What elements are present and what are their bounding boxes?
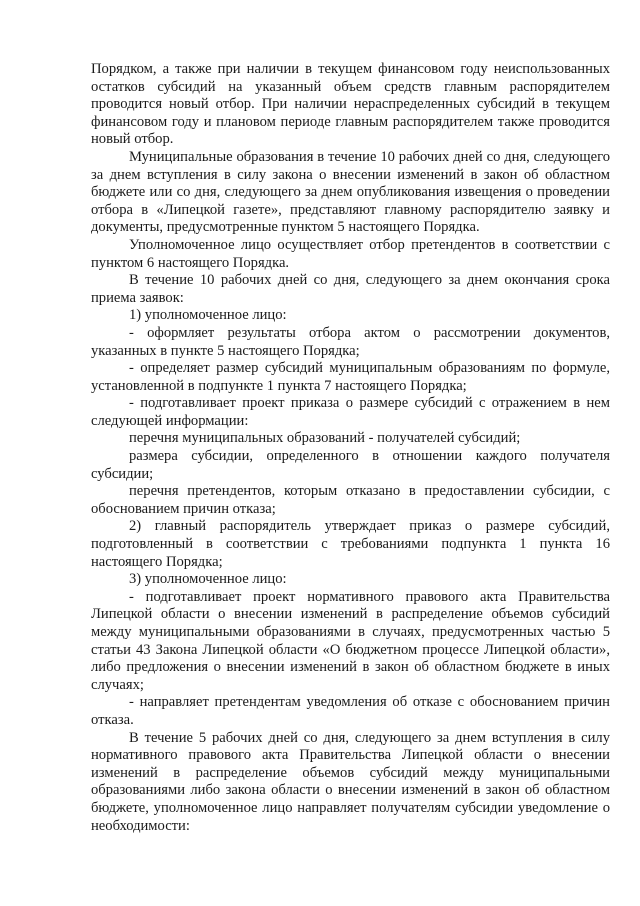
paragraph: - направляет претендентам уведомления об отказе с обоснованием причин отказа. — [91, 694, 610, 728]
paragraph: Порядком, а также при наличии в текущем финансовом году неиспользованных остатков субсидий на указанный объем средств главным распорядителем проводится новый отбор. При наличии нераспределенных субсидий в текущем финансовом году и плановом периоде главным распорядителем также проводится новый отбор. — [91, 61, 610, 148]
paragraph: - подготавливает проект приказа о размере субсидий с отражением в нем следующей информации: — [91, 395, 610, 429]
paragraph: 3) уполномоченное лицо: — [129, 571, 287, 588]
paragraph: В течение 5 рабочих дней со дня, следующего за днем вступления в силу нормативного правового акта Правительства Липецкой области о внесении изменений в распределение объемов субсидий между муниципальными образованиями либо закона области о внесении изменений в закон об областном бюджете, уполномоченное лицо направляет получателям субсидии уведомление о необходимости: — [91, 729, 610, 834]
paragraph: В течение 10 рабочих дней со дня, следующего за днем окончания срока приема заявок: — [91, 272, 610, 306]
paragraph: Уполномоченное лицо осуществляет отбор претендентов в соответствии с пунктом 6 настоящего Порядка. — [91, 236, 610, 271]
paragraph: 1) уполномоченное лицо: — [129, 307, 287, 324]
paragraph: 2) главный распорядитель утверждает приказ о размере субсидий, подготовленный в соответствии с требованиями подпункта 1 пункта 16 настоящего Порядка; — [91, 518, 610, 570]
paragraph: - определяет размер субсидий муниципальным образованиям по формуле, установленной в подпункте 1 пункта 7 настоящего Порядка; — [91, 360, 610, 394]
paragraph: - оформляет результаты отбора актом о рассмотрении документов, указанных в пункте 5 настоящего Порядка; — [91, 324, 610, 359]
paragraph: размера субсидии, определенного в отношении каждого получателя субсидии; — [91, 448, 610, 482]
document-page — [91, 61, 610, 835]
paragraph: перечня муниципальных образований - получателей субсидий; — [129, 430, 521, 447]
paragraph: Муниципальные образования в течение 10 рабочих дней со дня, следующего за днем вступления в силу закона о внесении изменений в закон об областном бюджете или со дня, следующего за днем опубликования извещения о проведении отбора в «Липецкой газете», представляют главному распорядителю заявку и документы, предусмотренные пунктом 5 настоящего Порядка. — [91, 148, 610, 236]
paragraph: перечня претендентов, которым отказано в предоставлении субсидии, с обоснованием причин отказа; — [91, 483, 610, 517]
paragraph: - подготавливает проект нормативного правового акта Правительства Липецкой области о внесении изменений в распределение объемов субсидий между муниципальными образованиями в случаях, предусмотренных частью 5 статьи 43 Закона Липецкой области «О бюджетном процессе Липецкой области», либо предложения о внесении изменений в закон об областном бюджете в иных случаях; — [91, 588, 610, 693]
